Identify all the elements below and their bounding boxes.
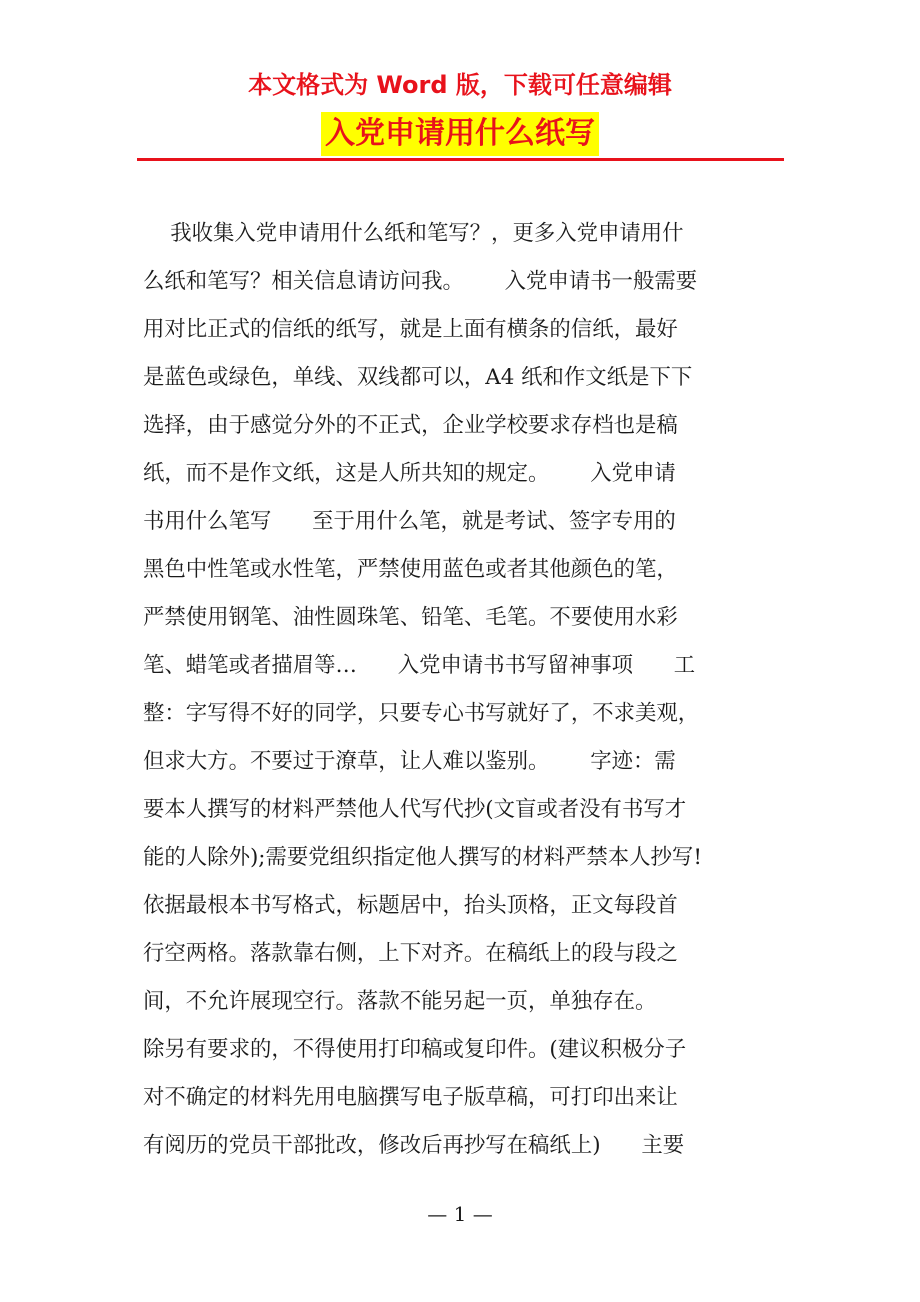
- body-line: 要本人撰写的材料严禁他人代写代抄(文盲或者没有书写才: [143, 797, 687, 822]
- body-line: 书用什么笔写 至于用什么笔，就是考试、签字专用的: [143, 509, 676, 534]
- body-line: 除另有要求的，不得使用打印稿或复印件。(建议积极分子: [143, 1037, 687, 1062]
- document-title: 入党申请用什么纸写: [321, 112, 599, 156]
- body-line: 有阅历的党员干部批改，修改后再抄写在稿纸上) 主要: [143, 1133, 685, 1158]
- body-line: 用对比正式的信纸的纸写，就是上面有横条的信纸，最好: [143, 317, 678, 342]
- body-line: 整：字写得不好的同学，只要专心书写就好了，不求美观，: [143, 701, 700, 726]
- body-line: 黑色中性笔或水性笔，严禁使用蓝色或者其他颜色的笔，: [143, 557, 678, 582]
- body-line: 能的人除外);需要党组织指定他人撰写的材料严禁本人抄写!: [143, 845, 702, 870]
- body-line: 是蓝色或绿色，单线、双线都可以，A4 纸和作文纸是下下: [143, 365, 693, 390]
- body-line: 行空两格。落款靠右侧，上下对齐。在稿纸上的段与段之: [143, 941, 678, 966]
- body-text: [143, 210, 781, 1170]
- body-line: 严禁使用钢笔、油性圆珠笔、铅笔、毛笔。不要使用水彩: [143, 605, 678, 630]
- title-container: [0, 112, 920, 156]
- body-line: 但求大方。不要过于潦草，让人难以鉴别。 字迹：需: [143, 749, 676, 774]
- body-line: 依据最根本书写格式，标题居中，抬头顶格，正文每段首: [143, 893, 678, 918]
- body-line: 选择，由于感觉分外的不正式，企业学校要求存档也是稿: [143, 413, 678, 438]
- body-line: 对不确定的材料先用电脑撰写电子版草稿，可打印出来让: [143, 1085, 678, 1110]
- body-line: 纸，而不是作文纸，这是人所共知的规定。 入党申请: [143, 461, 676, 486]
- title-divider: [137, 158, 784, 161]
- body-line: 笔、蜡笔或者描眉等… 入党申请书书写留神事项 工: [143, 653, 696, 678]
- page-number: — 1 —: [427, 1202, 493, 1226]
- download-notice-banner: 本文格式为 Word 版，下载可任意编辑: [248, 71, 672, 99]
- body-line: 间，不允许展现空行。落款不能另起一页，单独存在。: [143, 989, 657, 1014]
- body-line: 么纸和笔写？相关信息请访问我。 入党申请书一般需要: [143, 269, 698, 294]
- body-line: 我收集入党申请用什么纸和笔写？，更多入党申请用什: [143, 221, 684, 246]
